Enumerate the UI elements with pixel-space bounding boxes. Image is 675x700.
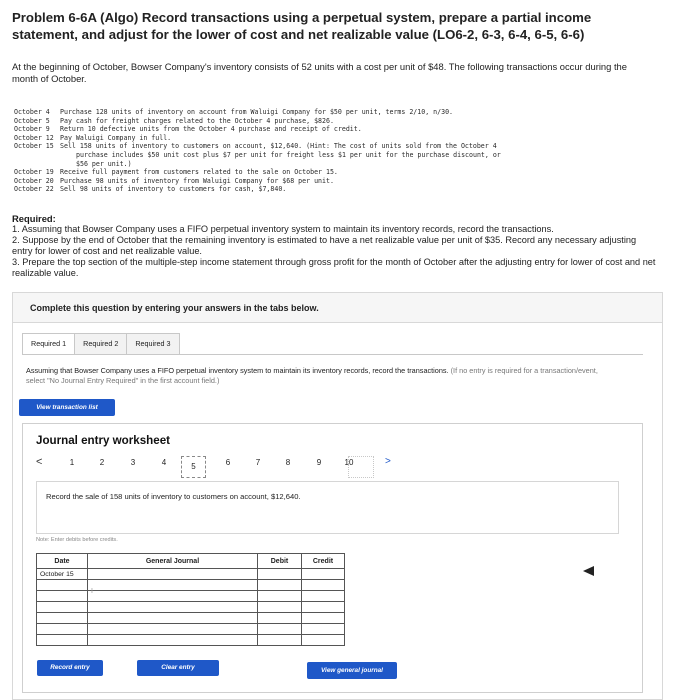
page-7[interactable]: 7 [255,458,261,467]
page-8[interactable]: 8 [285,458,291,467]
column-credit: Credit [302,554,345,569]
transaction-date: October 9 [14,125,50,134]
date-cell [37,613,88,624]
instructions-main: Assuming that Bowser Company uses a FIFO perpetual inventory system to maintain its inventory records, record the transactions. [26,366,449,375]
credit-input[interactable] [302,624,345,635]
credit-input[interactable] [302,591,345,602]
credit-input[interactable] [302,580,345,591]
date-cell [37,635,88,646]
mouse-pointer-icon [583,566,594,576]
worksheet-pager [36,456,406,478]
required-item: 2. Suppose by the end of October that the remaining inventory is estimated to have a net realizable value per unit of $35. Record any necessary adjusting entry for lower of cost and net realizable value. [12,235,637,256]
tab-required-1[interactable]: Required 1 [22,333,75,355]
account-input[interactable] [88,635,258,646]
transaction-date [14,151,60,160]
date-cell [37,591,88,602]
credit-input[interactable] [302,613,345,624]
account-input[interactable] [88,591,258,602]
transaction-row [14,151,664,160]
date-cell [37,624,88,635]
page-5-active[interactable]: 5 [181,456,206,478]
journal-row [37,624,345,635]
instructions-hint: (If no entry is required for a transaction/event, select "No Journal Entry Required" in the first account field.) [26,366,598,385]
complete-question-banner [12,292,663,323]
record-entry-button[interactable]: Record entry [37,660,103,676]
transaction-row [14,108,664,117]
debit-input[interactable] [258,624,302,635]
required-heading: Required: [12,213,56,224]
transaction-date: October 5 [14,116,50,125]
page-10[interactable]: 10 [344,458,354,467]
tab-required-3[interactable]: Required 3 [126,333,179,355]
journal-row [37,580,345,591]
date-cell: October 15 [37,569,88,580]
journal-table [36,553,345,646]
transaction-date: October 15 [14,142,54,151]
account-input[interactable] [88,602,258,613]
transaction-list [14,108,664,194]
tab-required-2[interactable]: Required 2 [74,333,127,355]
problem-title: Problem 6-6A (Algo) Record transactions using a perpetual system, prepare a partial income statement, and adjust for the lower of cost and net realizable value (LO6-2, 6-3, 6-4, 6-5, 6-6) [12,10,592,42]
debit-input[interactable] [258,569,302,580]
transaction-row [14,177,664,186]
required-list [12,224,657,279]
column-date: Date [37,554,88,569]
transaction-text: Sell 98 units of inventory to customers for cash, $7,840. [60,185,287,194]
debit-input[interactable] [258,613,302,624]
transaction-row [14,134,664,143]
debits-note: Note: Enter debits before credits. [36,537,118,543]
transaction-row [14,125,664,134]
transaction-row [14,142,664,151]
account-input[interactable] [88,613,258,624]
column-general-journal: General Journal [88,554,258,569]
transaction-date: October 4 [14,108,50,116]
tab-divider [22,354,643,355]
page-2[interactable]: 2 [99,458,105,467]
transaction-row [14,168,664,177]
debit-input[interactable] [258,602,302,613]
problem-intro: At the beginning of October, Bowser Company's inventory consists of 52 units with a cost per unit of $48. The following transactions occur during the month of October. [12,61,627,84]
date-cell [37,602,88,613]
page-10-focus-outline [348,456,374,478]
journal-row [37,613,345,624]
transaction-text: Purchase 128 units of inventory on account from Waluigi Company for $50 per unit, terms 2/10, n/30. [60,108,454,116]
journal-row [37,569,345,580]
debit-input[interactable] [258,580,302,591]
credit-input[interactable] [302,602,345,613]
debit-input[interactable] [258,591,302,602]
transaction-date: October 12 [14,133,54,142]
transaction-date [14,160,60,169]
transaction-date: October 19 [14,168,54,177]
transaction-date: October 20 [14,176,54,185]
entry-description: Record the sale of 158 units of inventory to customers on account, $12,640. [46,492,301,501]
page-3[interactable]: 3 [130,458,136,467]
tab-instructions [26,366,616,385]
worksheet-title: Journal entry worksheet [36,434,171,447]
text-cursor-icon: I [91,588,93,595]
transaction-row [14,185,664,194]
next-page-icon[interactable]: > [385,456,391,467]
transaction-date: October 22 [14,185,54,194]
clear-entry-button[interactable]: Clear entry [137,660,219,676]
transaction-row [14,117,664,126]
account-input[interactable] [88,569,258,580]
transaction-row [14,160,664,169]
account-input[interactable] [88,624,258,635]
journal-row [37,635,345,646]
journal-row [37,602,345,613]
required-tabs [22,333,179,355]
page-4[interactable]: 4 [161,458,167,467]
transaction-text: Pay cash for freight charges related to the October 4 purchase, $826. [60,116,334,125]
transaction-text: Receive full payment from customers related to the sale on October 15. [60,168,338,177]
prev-page-icon[interactable]: < [36,456,43,468]
page-9[interactable]: 9 [316,458,322,467]
entry-description-box [36,481,619,534]
account-input[interactable] [88,580,258,591]
transaction-text: Return 10 defective units from the October 4 purchase and receipt of credit. [60,125,362,134]
date-cell [37,580,88,591]
required-item: 3. Prepare the top section of the multiple-step income statement through gross profit for the month of October after the adjusting entry for lower of cost and net realizable value. [12,257,656,278]
complete-question-text: Complete this question by entering your answers in the tabs below. [30,303,319,313]
required-item: 1. Assuming that Bowser Company uses a FIFO perpetual inventory system to maintain its inventory records, record the transactions. [12,224,554,234]
transaction-text: Purchase 98 units of inventory from Waluigi Company for $68 per unit. [60,176,334,185]
page-1[interactable]: 1 [69,458,75,467]
transaction-text: $56 per unit.) [76,159,132,168]
page-6[interactable]: 6 [225,458,231,467]
column-debit: Debit [258,554,302,569]
transaction-text: Sell 158 units of inventory to customers on account, $12,640. (Hint: The cost of units sold from the October 4 [60,142,497,151]
credit-input[interactable] [302,635,345,646]
debit-input[interactable] [258,635,302,646]
journal-header-row [37,554,345,569]
view-general-journal-button[interactable]: View general journal [307,662,397,679]
credit-input[interactable] [302,569,345,580]
transaction-text: purchase includes $50 unit cost plus $7 per unit for freight less $1 per unit for the purchase discount, or [76,150,501,159]
transaction-text: Pay Waluigi Company in full. [60,133,172,142]
journal-row [37,591,345,602]
view-transaction-list-button[interactable]: View transaction list [19,399,115,416]
